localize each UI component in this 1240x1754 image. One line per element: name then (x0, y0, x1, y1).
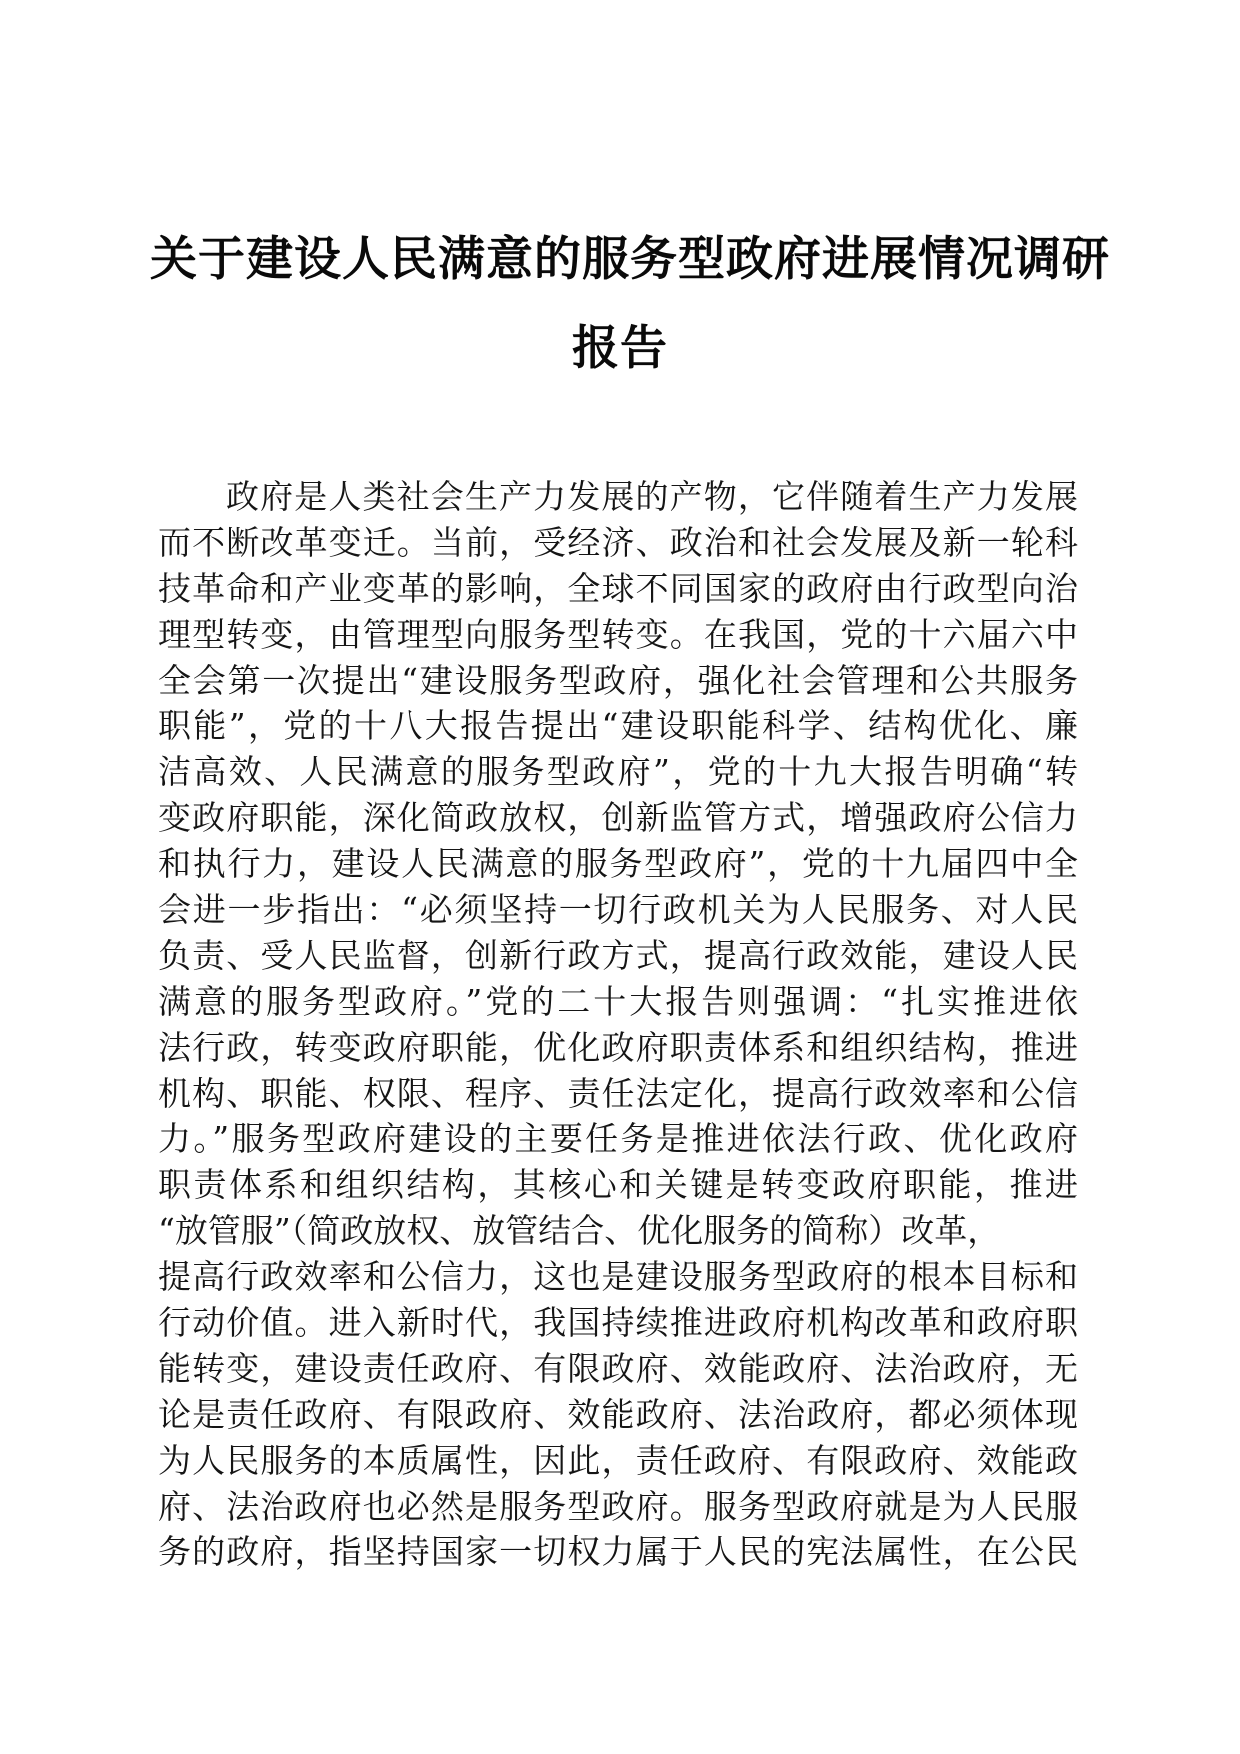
body-line: 理型转变，由管理型向服务型转变。在我国，党的十六届六中 (158, 614, 1078, 654)
body-line: “放管服”（简政放权、放管结合、优化服务的简称）改革， (158, 1211, 1001, 1251)
body-line: 府、法治政府也必然是服务型政府。服务型政府就是为人民服 (158, 1486, 1078, 1526)
body-line: 会进一步指出：“必须坚持一切行政机关为人民服务、对人民 (158, 890, 1078, 930)
body-line: 负责、受人民监督，创新行政方式，提高行政效能，建设人民 (158, 935, 1078, 975)
body-line: 机构、职能、权限、程序、责任法定化，提高行政效率和公信 (158, 1073, 1078, 1113)
body-line: 而不断改革变迁。当前，受经济、政治和社会发展及新一轮科 (158, 522, 1078, 562)
body-line: 行动价值。进入新时代，我国持续推进政府机构改革和政府职 (158, 1303, 1078, 1343)
body-line: 论是责任政府、有限政府、效能政府、法治政府，都必须体现 (158, 1394, 1078, 1434)
body-paragraph (158, 474, 1078, 1575)
body-line: 和执行力，建设人民满意的服务型政府”，党的十九届四中全 (158, 844, 1078, 884)
body-line: 技革命和产业变革的影响，全球不同国家的政府由行政型向治 (158, 568, 1078, 608)
body-line: 务的政府，指坚持国家一切权力属于人民的宪法属性，在公民 (158, 1532, 1078, 1572)
body-line: 力。”服务型政府建设的主要任务是推进依法行政、优化政府 (158, 1119, 1078, 1159)
body-line: 提高行政效率和公信力，这也是建设服务型政府的根本目标和 (158, 1257, 1078, 1297)
body-line: 职责体系和组织结构，其核心和关键是转变政府职能，推进 (158, 1165, 1078, 1205)
body-line: 为人民服务的本质属性，因此，责任政府、有限政府、效能政 (158, 1440, 1078, 1480)
title-line-1: 关于建设人民满意的服务型政府进展情况调研 (150, 232, 1110, 287)
body-line: 变政府职能，深化简政放权，创新监管方式，增强政府公信力 (158, 798, 1078, 838)
body-line: 洁高效、人民满意的服务型政府”，党的十九大报告明确“转 (158, 752, 1078, 792)
body-line: 政府是人类社会生产力发展的产物，它伴随着生产力发展 (226, 477, 1078, 516)
body-line: 全会第一次提出“建设服务型政府，强化社会管理和公共服务 (158, 660, 1078, 700)
body-line: 法行政，转变政府职能，优化政府职责体系和组织结构，推进 (158, 1027, 1078, 1067)
body-line: 能转变，建设责任政府、有限政府、效能政府、法治政府，无 (158, 1348, 1078, 1388)
title-line-2: 报告 (572, 321, 668, 376)
body-line: 满意的服务型政府。”党的二十大报告则强调：“扎实推进依 (158, 981, 1078, 1021)
document-title (150, 232, 1110, 377)
body-line: 职能”，党的十八大报告提出“建设职能科学、结构优化、廉 (158, 706, 1078, 746)
